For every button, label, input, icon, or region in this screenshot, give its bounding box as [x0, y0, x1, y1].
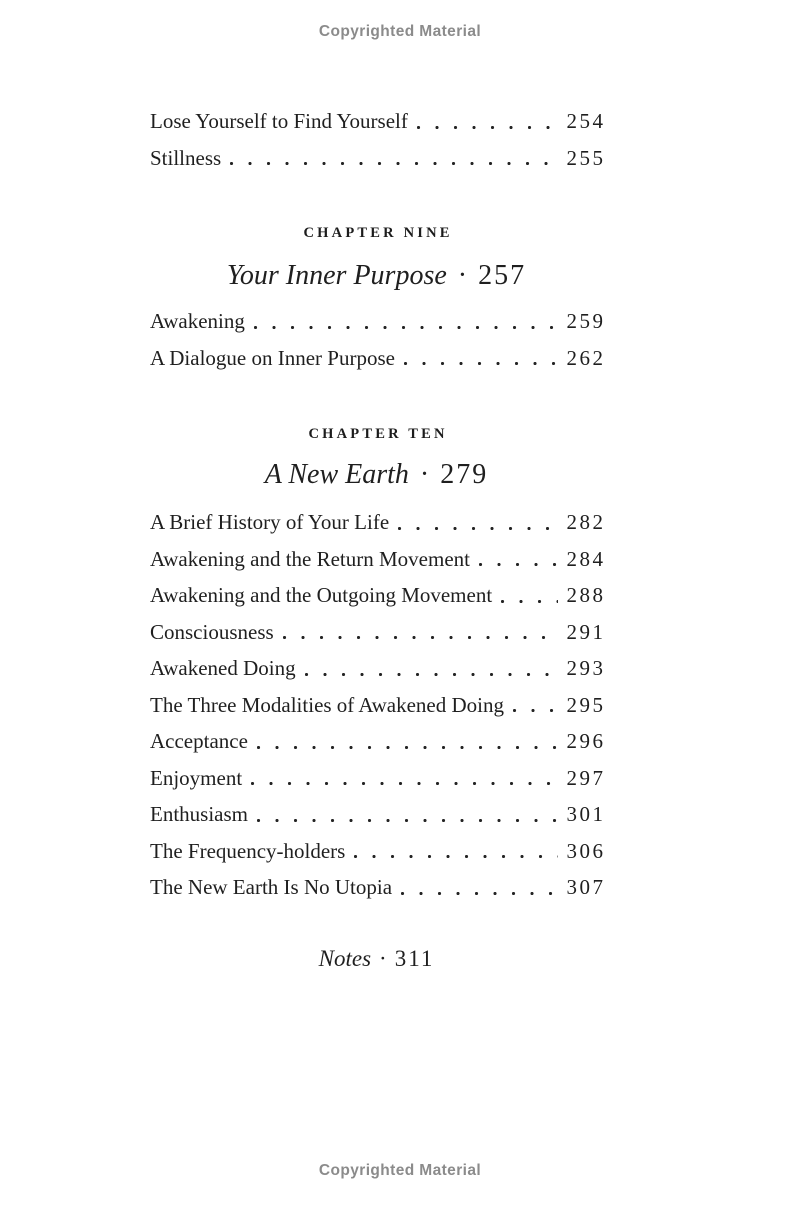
- toc-entry-page: 291: [566, 619, 606, 644]
- toc-front-entries: [150, 103, 606, 176]
- toc-entry-title: Stillness: [150, 145, 222, 170]
- chapter-title-page: 257: [478, 260, 527, 291]
- toc-entry-row: [150, 577, 606, 614]
- chapter-title: [150, 259, 603, 293]
- toc-entry-page: 259: [566, 309, 606, 333]
- chapter-title-separator: ·: [419, 459, 430, 490]
- dot-leader: [296, 650, 567, 687]
- chapter-kicker: CHAPTER TEN: [308, 426, 448, 442]
- dot-leader: [221, 140, 566, 177]
- toc-entry-page: 293: [566, 656, 606, 680]
- toc-entry-title: The New Earth Is No Utopia: [150, 875, 393, 899]
- chapter-title-text: A New Earth: [264, 459, 409, 490]
- toc-entry-row: [150, 614, 606, 651]
- notes-title: Notes: [318, 946, 372, 971]
- notes-page: 311: [394, 946, 435, 971]
- dot-leader: [245, 303, 567, 340]
- toc-entry-page: 284: [566, 546, 606, 571]
- chapter-title-separator: ·: [457, 260, 468, 291]
- toc-entry-row: [150, 340, 606, 377]
- copyright-banner-bottom: Copyrighted Material: [318, 1162, 482, 1179]
- toc-entry-title: Awakening and the Return Movement: [150, 546, 470, 571]
- toc-entry-row: [150, 103, 606, 140]
- toc-entry-row: [150, 833, 606, 870]
- toc-entry-title: The Frequency-holders: [150, 838, 346, 863]
- chapter-nine-entries: [150, 303, 606, 376]
- toc-entry-row: [150, 687, 606, 724]
- toc-entry-title: A Brief History of Your Life: [150, 510, 390, 534]
- dot-leader: [470, 541, 567, 578]
- dot-leader: [248, 796, 567, 833]
- chapter-title-text: Your Inner Purpose: [226, 260, 447, 291]
- toc-entry-page: 255: [566, 145, 606, 170]
- toc-entry-title: Lose Yourself to Find Yourself: [150, 109, 408, 133]
- toc-entry-title: Awakened Doing: [150, 656, 296, 680]
- notes-line: [150, 946, 603, 972]
- dot-leader: [248, 723, 567, 760]
- table-of-contents: [150, 0, 606, 1206]
- dot-leader: [492, 577, 566, 614]
- toc-entry-title: Consciousness: [150, 619, 274, 644]
- toc-entry-page: 297: [566, 765, 606, 790]
- toc-entry-title: Enthusiasm: [150, 802, 248, 826]
- dot-leader: [389, 504, 566, 541]
- dot-leader: [242, 760, 566, 797]
- toc-entry-title: Awakening: [150, 309, 245, 333]
- dot-leader: [274, 614, 567, 651]
- toc-entry-row: [150, 650, 606, 687]
- chapter-kicker: CHAPTER NINE: [303, 225, 453, 241]
- toc-entry-row: [150, 541, 606, 578]
- toc-entry-page: 282: [566, 510, 606, 534]
- toc-entry-title: Awakening and the Outgoing Movement: [150, 583, 493, 607]
- toc-entry-page: 301: [566, 802, 606, 826]
- toc-entry-page: 307: [566, 875, 606, 899]
- toc-entry-page: 254: [566, 109, 606, 133]
- chapter-title: [150, 458, 603, 492]
- dot-leader: [504, 687, 566, 724]
- toc-entry-page: 306: [566, 838, 606, 863]
- dot-leader: [395, 340, 567, 377]
- toc-entry-title: Enjoyment: [150, 765, 243, 790]
- dot-leader: [392, 869, 566, 906]
- toc-entry-row: [150, 723, 606, 760]
- toc-entry-page: 288: [566, 583, 606, 607]
- toc-entry-title: A Dialogue on Inner Purpose: [150, 345, 395, 370]
- toc-entry-row: [150, 760, 606, 797]
- toc-entry-page: 295: [566, 692, 606, 717]
- toc-entry-row: [150, 796, 606, 833]
- toc-entry-row: [150, 869, 606, 906]
- toc-entry-page: 296: [566, 729, 606, 753]
- toc-entry-row: [150, 140, 606, 177]
- notes-separator: ·: [379, 946, 387, 971]
- toc-entry-row: [150, 504, 606, 541]
- dot-leader: [408, 103, 567, 140]
- toc-entry-title: The Three Modalities of Awakened Doing: [150, 692, 505, 717]
- dot-leader: [345, 833, 566, 870]
- copyright-banner-top: Copyrighted Material: [318, 23, 482, 40]
- chapter-title-page: 279: [440, 459, 489, 490]
- chapter-ten-entries: [150, 504, 606, 906]
- toc-entry-row: [150, 303, 606, 340]
- toc-entry-page: 262: [566, 345, 606, 370]
- toc-entry-title: Acceptance: [150, 729, 248, 753]
